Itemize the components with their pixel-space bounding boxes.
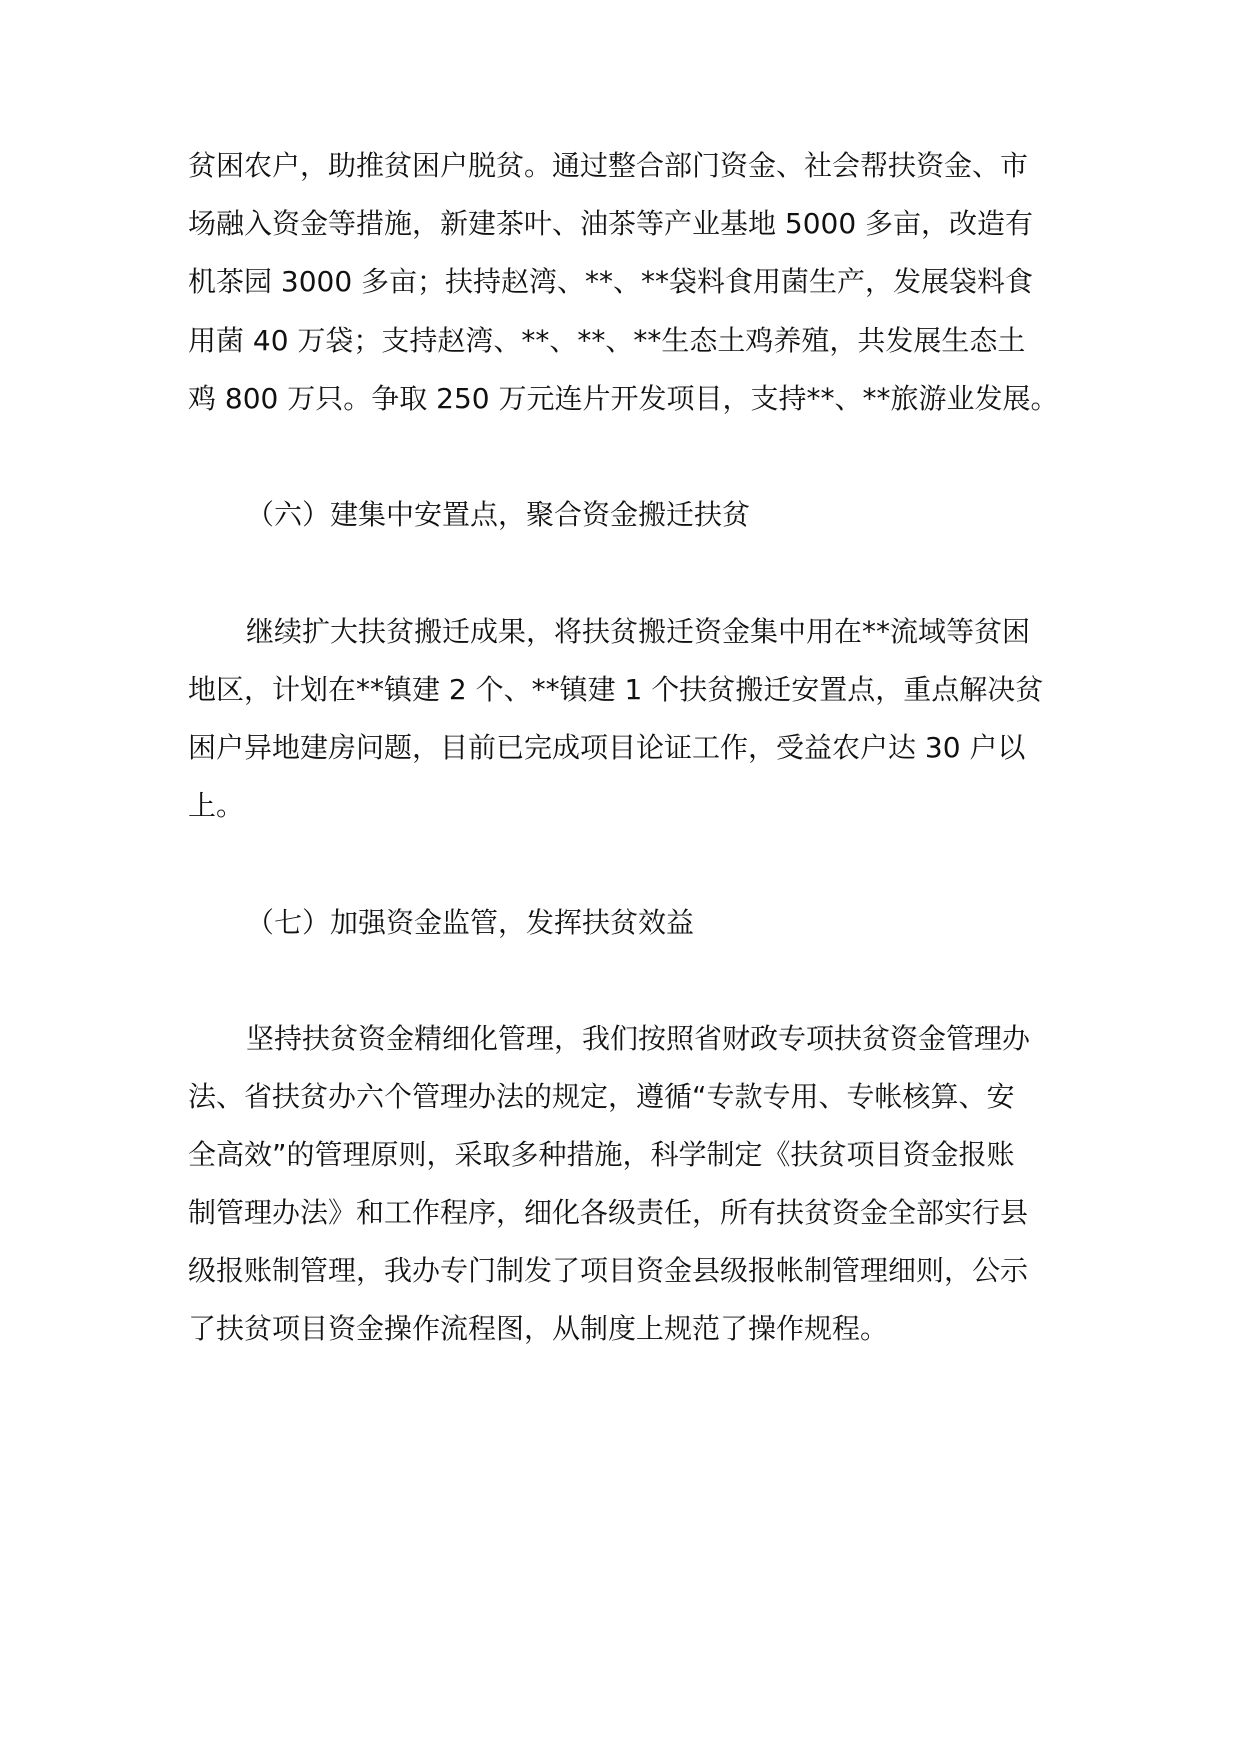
section-heading-6: （六）建集中安置点，聚合资金搬迁扶贫 [246,498,751,531]
paragraph-3-line-4: 制管理办法》和工作程序，细化各级责任，所有扶贫资金全部实行县 [188,1196,1029,1229]
paragraph-1-line-1: 贫困农户，助推贫困户脱贫。通过整合部门资金、社会帮扶资金、市 [188,149,1029,182]
paragraph-3-line-5: 级报账制管理，我办专门制发了项目资金县级报帐制管理细则，公示 [188,1254,1029,1287]
paragraph-2-line-1: 继续扩大扶贫搬迁成果，将扶贫搬迁资金集中用在**流域等贫困 [246,615,1031,648]
section-heading-7: （七）加强资金监管，发挥扶贫效益 [246,906,695,939]
paragraph-1-line-2: 场融入资金等措施，新建茶叶、油茶等产业基地 5000 多亩，改造有 [188,207,1034,240]
paragraph-2-line-2: 地区，计划在**镇建 2 个、**镇建 1 个扶贫搬迁安置点，重点解决贫 [188,673,1044,706]
paragraph-2-line-3: 困户异地建房问题，目前已完成项目论证工作，受益农户达 30 户以 [188,731,1026,764]
paragraph-1-line-4: 用菌 40 万袋；支持赵湾、**、**、**生态土鸡养殖，共发展生态土 [188,324,1026,357]
paragraph-3-line-1: 坚持扶贫资金精细化管理，我们按照省财政专项扶贫资金管理办 [246,1022,1031,1055]
paragraph-1-line-5: 鸡 800 万只。争取 250 万元连片开发项目，支持**、**旅游业发展。 [188,382,1059,415]
paragraph-2-line-4: 上。 [188,789,245,822]
paragraph-3-line-2: 法、省扶贫办六个管理办法的规定，遵循“专款专用、专帐核算、安 [188,1080,1015,1113]
paragraph-1-line-3: 机茶园 3000 多亩；扶持赵湾、**、**袋料食用菌生产，发展袋料食 [188,265,1034,298]
paragraph-3-line-6: 了扶贫项目资金操作流程图，从制度上规范了操作规程。 [188,1312,889,1345]
paragraph-3-line-3: 全高效”的管理原则，采取多种措施，科学制定《扶贫项目资金报账 [188,1138,1015,1171]
